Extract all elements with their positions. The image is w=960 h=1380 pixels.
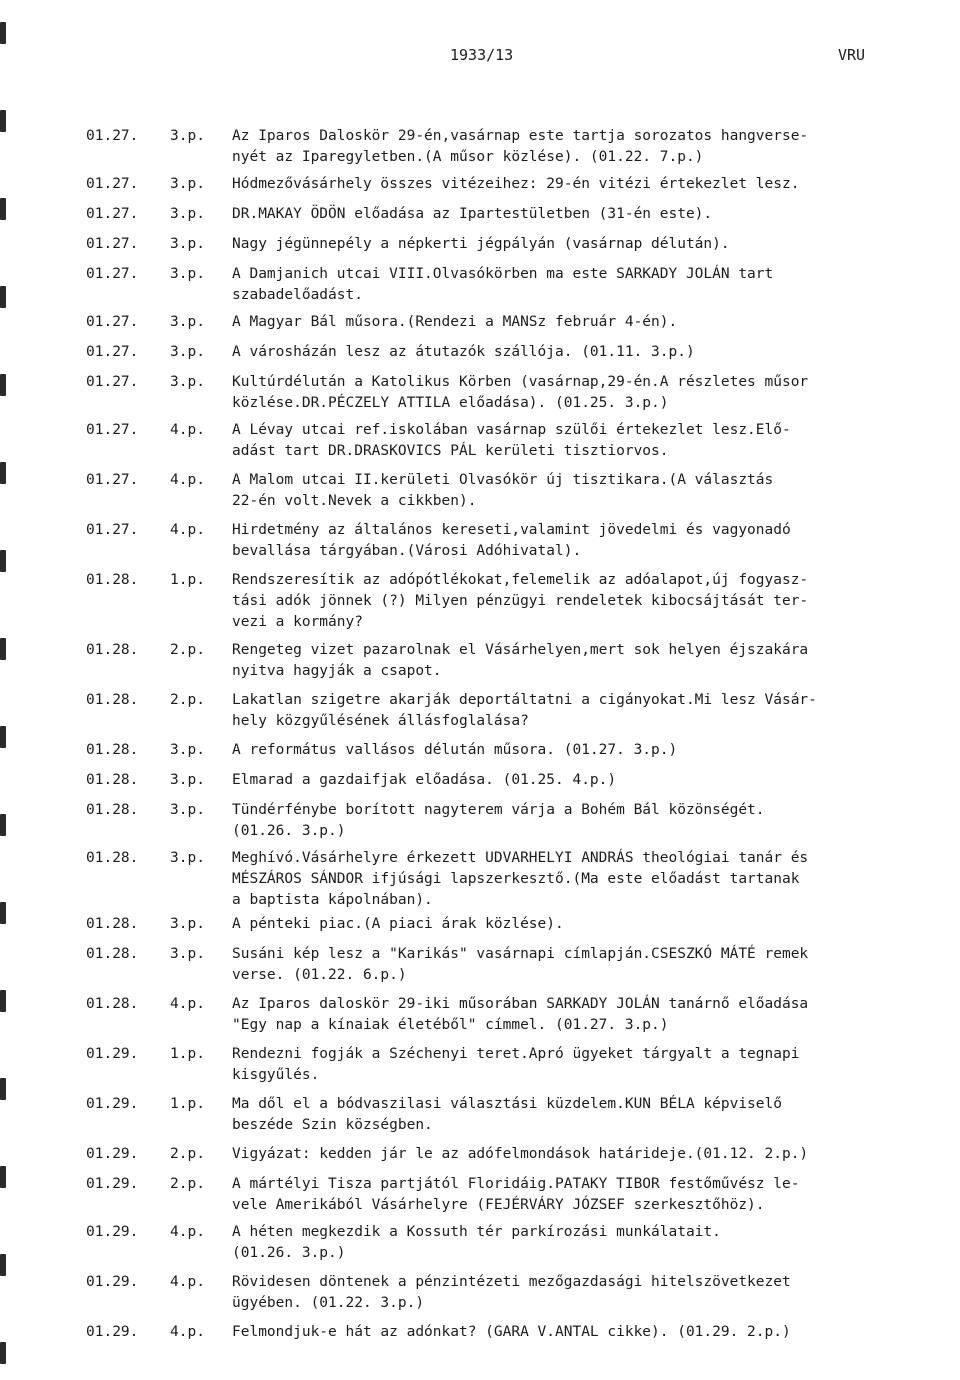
entry-text: Elmarad a gazdaifjak előadása. (01.25. 4.p.) bbox=[232, 772, 617, 788]
entry-page: 2.p. bbox=[170, 642, 205, 658]
entry-page: 4.p. bbox=[170, 422, 205, 438]
entry-page: 3.p. bbox=[170, 742, 205, 758]
entry-date: 01.28. bbox=[86, 916, 139, 932]
entry-date: 01.27. bbox=[86, 176, 139, 192]
entry-page: 4.p. bbox=[170, 1324, 205, 1340]
entry-page: 4.p. bbox=[170, 1274, 205, 1290]
entry-text: Felmondjuk-e hát az adónkat? (GARA V.ANTAL cikke). (01.29. 2.p.) bbox=[232, 1324, 791, 1340]
entry-page: 4.p. bbox=[170, 996, 205, 1012]
entry-date: 01.27. bbox=[86, 314, 139, 330]
entry-text: A Damjanich utcai VIII.Olvasókörben ma este SARKADY JOLÁN tart szabadelőadást. bbox=[232, 266, 774, 303]
entry-date: 01.27. bbox=[86, 422, 139, 438]
entry-text: Hirdetmény az általános kereseti,valamint jövedelmi és vagyonadó bevallása tárgyában.(Városi Adóhivatal). bbox=[232, 522, 791, 559]
entry-text: DR.MAKAY ÖDÖN előadása az Ipartestületben (31-én este). bbox=[232, 206, 713, 222]
entry-page: 3.p. bbox=[170, 802, 205, 818]
entry-page: 1.p. bbox=[170, 1046, 205, 1062]
entry-page: 3.p. bbox=[170, 374, 205, 390]
entry-page: 3.p. bbox=[170, 314, 205, 330]
entry-text: Az Iparos daloskör 29-iki műsorában SARKADY JOLÁN tanárnő előadása "Egy nap a kínaiak életéből" címmel. (01.27. 3.p.) bbox=[232, 996, 809, 1033]
entry-date: 01.28. bbox=[86, 996, 139, 1012]
entry-date: 01.27. bbox=[86, 266, 139, 282]
entry-date: 01.27. bbox=[86, 472, 139, 488]
entry-date: 01.29. bbox=[86, 1324, 139, 1340]
entry-date: 01.29. bbox=[86, 1224, 139, 1240]
entry-date: 01.27. bbox=[86, 206, 139, 222]
entry-text: Rengeteg vizet pazarolnak el Vásárhelyen,mert sok helyen éjszakára nyitva hagyják a csapot. bbox=[232, 642, 809, 679]
entry-text: Hódmezővásárhely összes vitézeihez: 29-én vitézi értekezlet lesz. bbox=[232, 176, 800, 192]
entry-text: Kultúrdélután a Katolikus Körben (vasárnap,29-én.A részletes műsor közlése.DR.PÉCZELY ATTILA előadása). (01.25. 3.p.) bbox=[232, 374, 809, 411]
entry-date: 01.28. bbox=[86, 692, 139, 708]
entry-page: 4.p. bbox=[170, 472, 205, 488]
entry-date: 01.27. bbox=[86, 236, 139, 252]
entry-text: A református vallásos délután műsora. (01.27. 3.p.) bbox=[232, 742, 678, 758]
entry-date: 01.27. bbox=[86, 128, 139, 144]
entry-page: 3.p. bbox=[170, 946, 205, 962]
entry-text: Az Iparos Daloskör 29-én,vasárnap este tartja sorozatos hangverse- nyét az Iparegyletben.(A műsor közlése). (01.22. 7.p.) bbox=[232, 128, 809, 165]
entry-text: A pénteki piac.(A piaci árak közlése). bbox=[232, 916, 564, 932]
entry-date: 01.29. bbox=[86, 1096, 139, 1112]
entry-text: A városházán lesz az átutazók szállója. (01.11. 3.p.) bbox=[232, 344, 695, 360]
entry-text: A Magyar Bál műsora.(Rendezi a MANSz február 4-én). bbox=[232, 314, 678, 330]
entry-date: 01.27. bbox=[86, 344, 139, 360]
entry-page: 3.p. bbox=[170, 236, 205, 252]
document-code: VRU bbox=[838, 46, 866, 64]
entry-text: A héten megkezdik a Kossuth tér parkírozási munkálatait. (01.26. 3.p.) bbox=[232, 1224, 721, 1261]
entry-date: 01.28. bbox=[86, 642, 139, 658]
entry-date: 01.29. bbox=[86, 1046, 139, 1062]
entry-page: 2.p. bbox=[170, 1176, 205, 1192]
entry-date: 01.27. bbox=[86, 374, 139, 390]
entry-page: 3.p. bbox=[170, 128, 205, 144]
entry-date: 01.28. bbox=[86, 742, 139, 758]
entry-date: 01.29. bbox=[86, 1274, 139, 1290]
entry-page: 3.p. bbox=[170, 850, 205, 866]
entry-text: Rövidesen döntenek a pénzintézeti mezőgazdasági hitelszövetkezet ügyében. (01.22. 3.p.) bbox=[232, 1274, 791, 1311]
entry-page: 4.p. bbox=[170, 1224, 205, 1240]
entry-text: A Lévay utcai ref.iskolában vasárnap szülői értekezlet lesz.Elő- adást tart DR.DRASKOVICS PÁL kerületi tisztiorvos. bbox=[232, 422, 791, 459]
entry-text: Rendezni fogják a Széchenyi teret.Apró ügyeket tárgyalt a tegnapi kisgyűlés. bbox=[232, 1046, 800, 1083]
entry-page: 1.p. bbox=[170, 1096, 205, 1112]
entry-date: 01.28. bbox=[86, 572, 139, 588]
entry-page: 3.p. bbox=[170, 344, 205, 360]
document-reference: 1933/13 bbox=[450, 46, 514, 64]
entry-page: 3.p. bbox=[170, 206, 205, 222]
entry-page: 3.p. bbox=[170, 916, 205, 932]
entry-text: Rendszeresítik az adópótlékokat,felemelik az adóalapot,új fogyasz- tási adók jönnek (?) Milyen pénzügyi rendeletek kibocsájtását ter- vezi a kormány? bbox=[232, 572, 809, 630]
entry-page: 4.p. bbox=[170, 522, 205, 538]
entry-text: Lakatlan szigetre akarják deportáltatni a cigányokat.Mi lesz Vásár- hely közgyűlésének állásfoglalása? bbox=[232, 692, 817, 729]
entry-text: Nagy jégünnepély a népkerti jégpályán (vasárnap délután). bbox=[232, 236, 730, 252]
entry-text: Vigyázat: kedden jár le az adófelmondások határideje.(01.12. 2.p.) bbox=[232, 1146, 809, 1162]
entry-date: 01.28. bbox=[86, 802, 139, 818]
entry-text: A Malom utcai II.kerületi Olvasókör új tisztikara.(A választás 22-én volt.Nevek a cikkben). bbox=[232, 472, 774, 509]
entry-text: Susáni kép lesz a "Karikás" vasárnapi címlapján.CSESZKÓ MÁTÉ remek verse. (01.22. 6.p.) bbox=[232, 946, 809, 983]
entry-page: 3.p. bbox=[170, 772, 205, 788]
entry-page: 2.p. bbox=[170, 692, 205, 708]
entry-page: 2.p. bbox=[170, 1146, 205, 1162]
entry-page: 3.p. bbox=[170, 266, 205, 282]
entry-text: A mártélyi Tisza partjától Floridáig.PATAKY TIBOR festőművész le- vele Amerikából Vásárhelyre (FEJÉRVÁRY JÓZSEF szerkesztőhöz). bbox=[232, 1176, 800, 1213]
entry-page: 3.p. bbox=[170, 176, 205, 192]
entry-date: 01.28. bbox=[86, 946, 139, 962]
entry-date: 01.27. bbox=[86, 522, 139, 538]
entry-text: Tündérfénybe borított nagyterem várja a Bohém Bál közönségét. (01.26. 3.p.) bbox=[232, 802, 765, 839]
entry-date: 01.28. bbox=[86, 772, 139, 788]
entry-date: 01.29. bbox=[86, 1176, 139, 1192]
entry-text: Meghívó.Vásárhelyre érkezett UDVARHELYI ANDRÁS theológiai tanár és MÉSZÁROS SÁNDOR ifjúsági lapszerkesztő.(Ma este előadást tartanak a baptista kápolnában). bbox=[232, 850, 809, 908]
entry-date: 01.29. bbox=[86, 1146, 139, 1162]
entry-text: Ma dől el a bódvaszilasi választási küzdelem.KUN BÉLA képviselő beszéde Szin községben. bbox=[232, 1096, 782, 1133]
entry-page: 1.p. bbox=[170, 572, 205, 588]
entry-date: 01.28. bbox=[86, 850, 139, 866]
